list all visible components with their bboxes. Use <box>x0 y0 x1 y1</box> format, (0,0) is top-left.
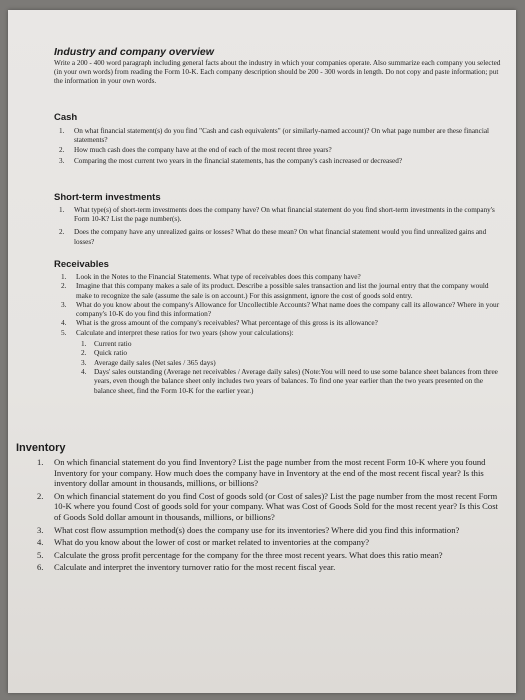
list-item: 1. Current ratio <box>81 339 132 349</box>
list-item: 2. Does the company have any unrealized gains or losses? What do these mean? On what financial statement would you find unrealized gains and losses? <box>59 228 487 246</box>
list-item: 3. What do you know about the company's Allowance for Uncollectible Accounts? What name does the company call its allowance? Where in your company's 10-K do you find this information? <box>61 299 500 319</box>
document-page <box>8 10 516 693</box>
section-heading-short-term: Short-term investments <box>54 192 161 203</box>
list-item: 3. Comparing the most current two years in the financial statements, has the company's cash increased or decreased? <box>59 156 403 165</box>
list-item: 1. What type(s) of short-term investments does the company have? On what financial statement do you find short-term investments in the company's Form 10-K? List the page number(s). <box>59 206 495 224</box>
list-item: 5. Calculate and interpret these ratios for two years (show your calculations): 1. Current ratio 2. Quick ratio 3. Average daily sales (Net sales / 365 days) 4. Days' sales outstanding (Average net receivables / Average daily sales) (Note:You will need to use some balance sheet balances from three years, even though the balance sheet only includes two years of balances. To find one year earlier than the two years presented on the balance sheet, find the Form 10-K for the earlier year.) <box>76 328 504 395</box>
intro-paragraph: Write a 200 - 400 word paragraph including general facts about the industry in which your companies operate. Also summarize each company you selected (in your own words) from reading the Form 10-K. Each company description should be 200 - 300 words in length. Do not copy and paste information; put the information in your own words. <box>54 59 501 86</box>
list-item: 5. Calculate the gross profit percentage for the company for the three most recent years. What does this ratio mean? <box>37 549 443 560</box>
section-heading-inventory: Inventory <box>16 442 66 454</box>
list-item: 2. How much cash does the company have at the end of each of the most recent three years? <box>59 146 332 155</box>
list-item: 1. On what financial statement(s) do you find "Cash and cash equivalents" (or similarly-named account)? On what page number are these financial statements? <box>59 127 490 145</box>
section-short-term-investments <box>54 192 504 251</box>
section-heading-cash: Cash <box>54 112 78 123</box>
list-item: 1. Look in the Notes to the Financial Statements. What type of receivables does this company have? <box>61 272 361 281</box>
list-item: 2. On which financial statement do you find Cost of goods sold (or Cost of sales)? List the page number from the most recent Form 10-K where you found Cost of goods sold for your company. What was Cost of Goods Sold for the most recent year? Is this Cost of Goods Sold dollar amount in thousands, millions, or billions? <box>37 490 498 522</box>
section-heading-receivables: Receivables <box>54 259 109 270</box>
list-item: 4. Days' sales outstanding (Average net receivables / Average daily sales) (Note:You will need to use some balance sheet balances from three years, even though the balance sheet only includes two years of balances. To find one year earlier than the two years presented on the balance sheet, find the Form 10-K for the earlier year.) <box>81 366 498 395</box>
list-item: 4. What do you know about the lower of cost or market related to inventories at the company? <box>37 537 370 548</box>
receivables-question-list <box>61 272 504 395</box>
list-item: 3. Average daily sales (Net sales / 365 days) <box>81 357 216 367</box>
short-term-question-list <box>59 206 504 247</box>
list-item: 6. Calculate and interpret the inventory turnover ratio for the most recent fiscal year. <box>37 562 336 573</box>
section-cash <box>54 112 504 167</box>
page-title: Industry and company overview <box>54 46 214 58</box>
cash-question-list <box>59 127 504 166</box>
list-item: 2. Imagine that this company makes a sale of its product. Describe a possible sales transaction and list the journal entry that the company would make to recognize the sale (assume the sale is on account.) For this assignment, ignore the cost of goods sold entry. <box>61 281 489 300</box>
section-receivables <box>54 259 504 395</box>
ratio-sub-list <box>81 339 504 395</box>
list-item: 3. What cost flow assumption method(s) does the company use for its inventories? Where did you find this information? <box>37 524 460 535</box>
inventory-question-list <box>37 457 504 573</box>
section-inventory <box>16 442 504 575</box>
list-item: 2. Quick ratio <box>81 348 128 358</box>
page-content <box>16 46 504 573</box>
list-item: 1. On which financial statement do you find Inventory? List the page number from the most recent Form 10-K where you found Inventory for your company. How much does the company have in Inventory at the end of the most recent fiscal year? Is this inventory dollar amount in thousands, millions, or billions? <box>37 457 486 489</box>
list-item: 4. What is the gross amount of the company's receivables? What percentage of this gross is its allowance? <box>61 318 378 328</box>
